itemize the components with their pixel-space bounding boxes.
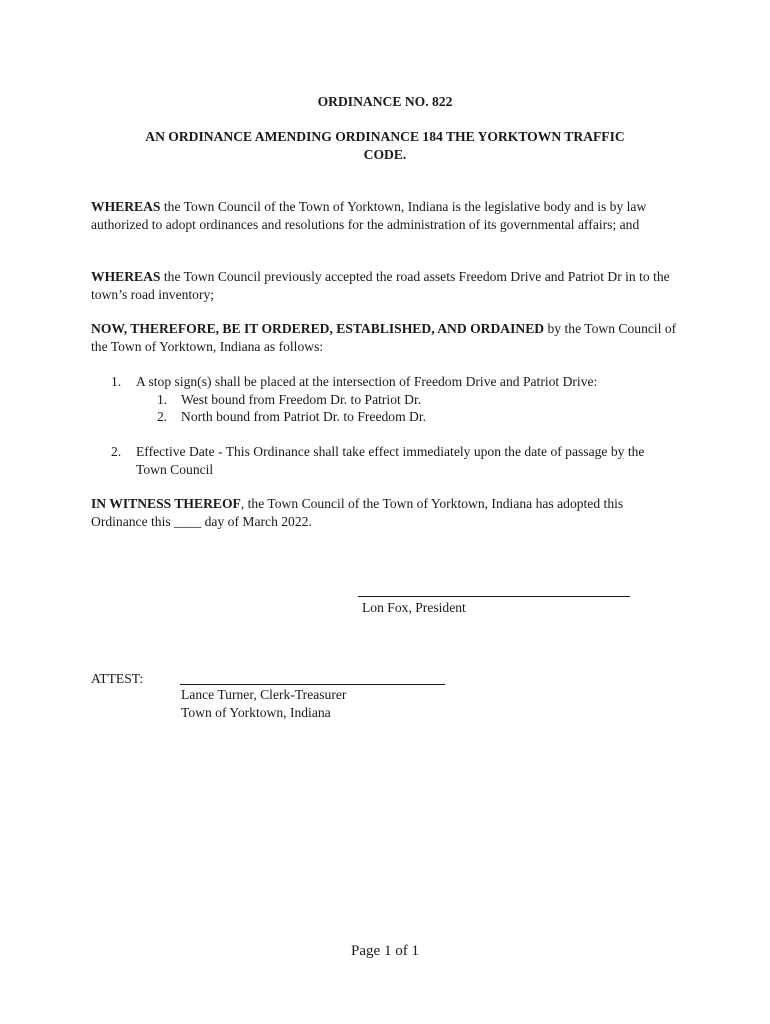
page-number: Page 1 of 1	[351, 943, 419, 959]
clerk-name: Lance Turner, Clerk-Treasurer	[181, 687, 347, 702]
witness-text: , the Town Council of the Town of Yorktown, Indiana has adopted this Ordinance this ____ day of March 2022.	[91, 496, 624, 529]
ordinance-number: ORDINANCE NO. 822	[317, 94, 453, 109]
list-item-number: 1.	[111, 374, 122, 389]
now-therefore-text: by the Town Council of the Town of Yorktown, Indiana as follows:	[91, 321, 677, 354]
ordinance-title-line-2: CODE.	[363, 147, 407, 162]
list-item-text: A stop sign(s) shall be placed at the intersection of Freedom Drive and Patriot Drive:	[136, 374, 598, 389]
sub-list-item-text: West bound from Freedom Dr. to Patriot Dr.	[181, 392, 422, 407]
now-therefore-lead: NOW, THEREFORE, BE IT ORDERED, ESTABLISHED, AND ORDAINED	[91, 321, 545, 336]
witness-lead: IN WITNESS THEREOF	[91, 496, 241, 511]
whereas-text: the Town Council previously accepted the road assets Freedom Drive and Patriot Dr in to the town’s road inventory;	[91, 269, 670, 302]
clerk-signature-line	[180, 684, 445, 685]
whereas-lead: WHEREAS	[91, 199, 161, 214]
sub-list-item-number: 1.	[157, 392, 168, 407]
whereas-lead: WHEREAS	[91, 269, 161, 284]
clerk-organization: Town of Yorktown, Indiana	[181, 705, 331, 720]
whereas-paragraph-1	[91, 198, 681, 233]
sub-list-item-number: 2.	[157, 409, 168, 424]
list-item-text: Effective Date - This Ordinance shall take effect immediately upon the date of passage by the Town Council	[136, 444, 645, 477]
now-therefore-paragraph	[91, 320, 681, 355]
president-signature-line	[358, 596, 630, 597]
ordinance-title-line-1: AN ORDINANCE AMENDING ORDINANCE 184 THE YORKTOWN TRAFFIC	[145, 129, 625, 144]
witness-paragraph	[91, 495, 681, 530]
whereas-text: the Town Council of the Town of Yorktown, Indiana is the legislative body and is by law authorized to adopt ordinances and resolutions for the administration of its governmental affairs; and	[91, 199, 647, 232]
sub-list-item-text: North bound from Patriot Dr. to Freedom Dr.	[181, 409, 427, 424]
whereas-paragraph-2	[91, 268, 681, 303]
president-name: Lon Fox, President	[362, 600, 466, 615]
list-item-number: 2.	[111, 444, 122, 459]
attest-label: ATTEST:	[91, 671, 144, 686]
